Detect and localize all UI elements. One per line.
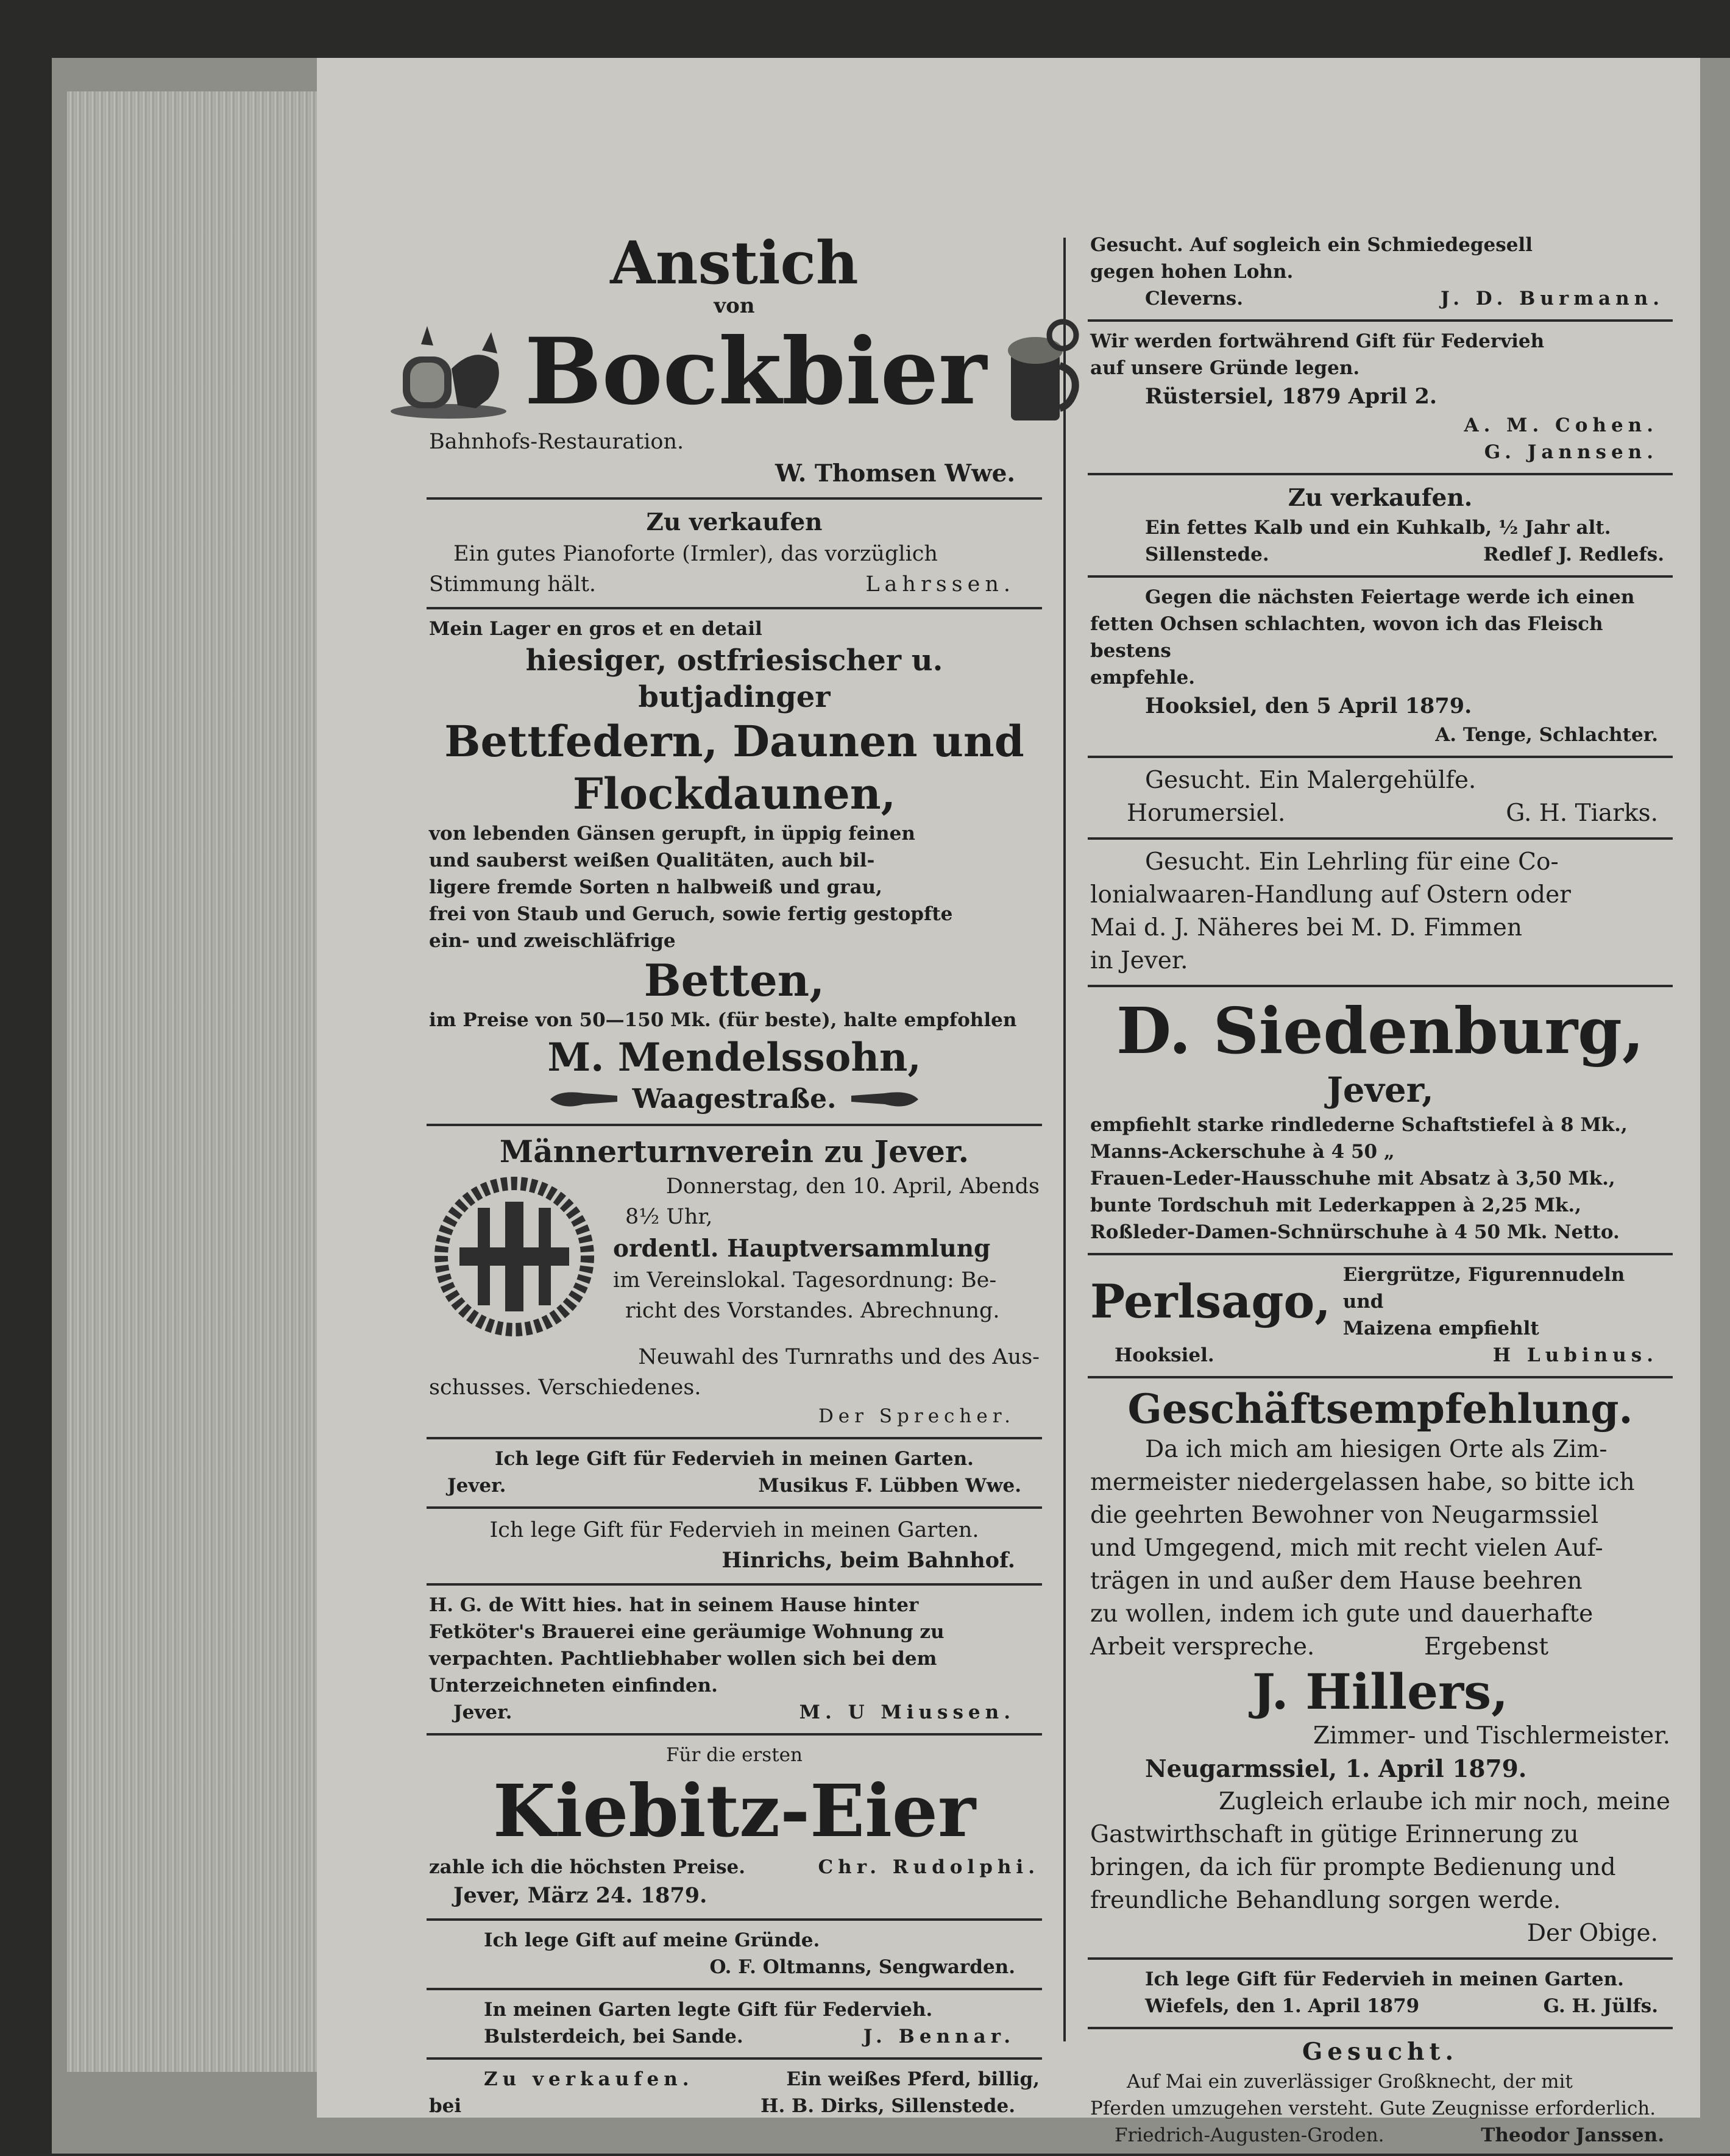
betten-text-4: frei von Staub und Geruch, sowie fertig gestopfte: [429, 903, 953, 925]
turnverein-text-2: 8½ Uhr,: [625, 1205, 713, 1229]
witt-name: M. U Miussen.: [799, 1701, 1015, 1723]
siedenburg-place: Jever,: [1327, 1070, 1434, 1110]
lehrling-text-3: Mai d. J. Näheres bei M. D. Fimmen: [1090, 914, 1522, 941]
ad-hillers: [1088, 1378, 1673, 1960]
ochsen-text-1: Gegen die nächsten Feiertage werde ich einen: [1145, 586, 1635, 608]
lehrling-text-2: lonialwaaren-Handlung auf Ostern oder: [1090, 881, 1571, 909]
pointing-hand-icon: [547, 1087, 620, 1112]
perlsago-text-1: Eiergrütze, Figurennudeln und: [1342, 1264, 1625, 1313]
pferd-text: Ein weißes Pferd, billig,: [786, 2068, 1040, 2090]
witt-text-4: Unterzeichneten einfinden.: [429, 1675, 718, 1697]
knecht-text-2: Pferden umzugehen versteht. Gute Zeugnisse erforderlich.: [1090, 2097, 1656, 2119]
betten-text-3: ligere fremde Sorten n halbweiß und grau,: [429, 876, 882, 898]
schmied-text-1: Gesucht. Auf sogleich ein Schmiedegesell: [1090, 234, 1533, 256]
gift5-date: Rüstersiel, 1879 April 2.: [1145, 384, 1438, 409]
betten-intro: Mein Lager en gros et en detail: [429, 618, 762, 640]
schmied-place: Cleverns.: [1145, 288, 1244, 310]
betten-sub: hiesiger, ostfriesischer u. butjadinger: [525, 644, 943, 714]
witt-text-2: Fetköter's Brauerei eine geräumige Wohnung zu: [429, 1621, 945, 1643]
bockbier-headline-2: von: [714, 294, 755, 318]
ad-gift-juelfs: [1088, 1960, 1673, 2029]
hillers-date: Neugarmssiel, 1. April 1879.: [1145, 1755, 1527, 1783]
ad-ochsen: [1088, 578, 1673, 758]
ad-kiebitz: [427, 1736, 1042, 1921]
lehrling-text-4: in Jever.: [1090, 947, 1188, 974]
siedenburg-text-4: bunte Tordschuh mit Lederkappen à 2,25 Mk.,: [1090, 1194, 1581, 1216]
gift4-name: J. Bennar.: [863, 2026, 1015, 2048]
ad-knecht: [1088, 2029, 1673, 2156]
perlsago-headline: Perlsago,: [1090, 1274, 1331, 1328]
kiebitz-text: zahle ich die höchsten Preise.: [429, 1856, 746, 1878]
siedenburg-text-3: Frauen-Leder-Hausschuhe mit Absatz à 3,50 Mk.,: [1090, 1168, 1615, 1190]
gift3-text: Ich lege Gift auf meine Gründe.: [484, 1929, 820, 1951]
ad-gift-cohen: [1088, 322, 1673, 475]
hillers-text-10: bringen, da ich für prompte Bedienung und: [1090, 1854, 1616, 1881]
bockbier-place: Bahnhofs-Restauration.: [429, 430, 684, 454]
ad-bockbier: [427, 225, 1042, 500]
hillers-text-7: Arbeit verspreche.: [1090, 1633, 1315, 1661]
kiebitz-name: Chr. Rudolphi.: [818, 1856, 1040, 1878]
hillers-text-3: die geehrten Bewohner von Neugarmssiel: [1090, 1502, 1599, 1529]
ad-maler: [1088, 758, 1673, 840]
goat-barrel-icon: [385, 320, 512, 424]
maler-text: Gesucht. Ein Malergehülfe.: [1145, 767, 1477, 794]
ad-lehrling: [1088, 840, 1673, 987]
perlsago-name: H Lubinus.: [1492, 1344, 1658, 1366]
kalb-headline: Zu verkaufen.: [1288, 484, 1473, 512]
hillers-text-4: und Umgegend, mich mit recht vielen Auf-: [1090, 1534, 1603, 1562]
kiebitz-pre: Für die ersten: [666, 1744, 803, 1766]
page-stack-edge: [67, 91, 323, 2072]
gift5-text-1: Wir werden fortwährend Gift für Federvieh: [1090, 330, 1545, 352]
knecht-place: Friedrich-Augusten-Groden.: [1115, 2124, 1384, 2146]
hillers-text-1: Da ich mich am hiesigen Orte als Zim-: [1145, 1436, 1608, 1463]
gift4-place: Bulsterdeich, bei Sande.: [484, 2026, 743, 2048]
ad-perlsago: [1088, 1255, 1673, 1378]
perlsago-place: Hooksiel.: [1115, 1344, 1214, 1366]
perlsago-text-2: Maizena empfiehlt: [1342, 1317, 1539, 1339]
ad-gift-bennar: [427, 1990, 1042, 2060]
right-column: [1088, 225, 1673, 2156]
ad-pferd: [427, 2060, 1042, 2127]
gift2-name: Hinrichs, beim Bahnhof.: [721, 1548, 1015, 1573]
kiebitz-date: Jever, März 24. 1879.: [453, 1883, 707, 1908]
ad-witt: [427, 1586, 1042, 1736]
gift6-text: Ich lege Gift für Federvieh in meinen Garten.: [1145, 1968, 1624, 1990]
siedenburg-name: D. Siedenburg,: [1116, 993, 1645, 1068]
hillers-ergebenst: Ergebenst: [1423, 1633, 1548, 1661]
turnverein-text-7: schusses. Verschiedenes.: [429, 1375, 701, 1400]
gift2-text: Ich lege Gift für Federvieh in meinen Garten.: [489, 1518, 979, 1542]
witt-text-3: verpachten. Pachtliebhaber wollen sich bei dem: [429, 1648, 937, 1670]
beer-mug-icon: [999, 317, 1084, 427]
pointing-hand-icon: [848, 1087, 921, 1112]
hillers-text-5: trägen in und außer dem Hause beehren: [1090, 1567, 1583, 1595]
pferd-head: Zu verkaufen.: [484, 2068, 694, 2090]
hillers-name: J. Hillers,: [1252, 1663, 1509, 1720]
betten-street: Waagestraße.: [632, 1083, 837, 1115]
hillers-trade: Zimmer- und Tischlermeister.: [1313, 1722, 1670, 1750]
witt-text-1: H. G. de Witt hies. hat in seinem Hause hinter: [429, 1594, 919, 1616]
gift1-place: Jever.: [447, 1475, 506, 1497]
kalb-place: Sillenstede.: [1145, 544, 1269, 566]
newspaper-sheet: [427, 225, 1676, 2146]
gift1-text: Ich lege Gift für Federvieh in meinen Garten.: [495, 1448, 974, 1470]
hillers-text-11: freundliche Behandlung sorgen werde.: [1090, 1887, 1561, 1914]
hillers-text-6: zu wollen, indem ich gute und dauerhafte: [1090, 1600, 1594, 1628]
piano-text-2: Stimmung hält.: [429, 572, 597, 597]
knecht-name: Theodor Janssen.: [1481, 2124, 1664, 2146]
ochsen-text-3: empfehle.: [1090, 667, 1196, 689]
betten-price: im Preise von 50—150 Mk. (für beste), halte empfohlen: [429, 1009, 1017, 1031]
ad-turnverein: [427, 1126, 1042, 1439]
ad-gift-oltmanns: [427, 1921, 1042, 1990]
ad-siedenburg: [1088, 987, 1673, 1255]
pferd-name: H. B. Dirks, Sillenstede.: [760, 2095, 1015, 2117]
ad-bettfedern: [427, 609, 1042, 1126]
hillers-text-9: Gastwirthschaft in gütige Erinnerung zu: [1090, 1821, 1579, 1848]
knecht-text-1: Auf Mai ein zuverlässiger Großknecht, der mit: [1127, 2071, 1573, 2093]
gift5-text-2: auf unsere Gründe legen.: [1090, 357, 1360, 379]
piano-seller: Lahrssen.: [865, 572, 1015, 597]
betten-headline-2: Flockdaunen,: [573, 768, 896, 819]
siedenburg-text-2: Manns-Ackerschuhe à 4 50 „: [1090, 1141, 1395, 1163]
betten-merchant: M. Mendelssohn,: [547, 1035, 921, 1080]
gift4-text: In meinen Garten legte Gift für Federvieh.: [484, 1999, 933, 2021]
pferd-bei: bei: [429, 2095, 462, 2117]
turnverein-text-5: richt des Vorstandes. Abrechnung.: [625, 1299, 1000, 1323]
lehrling-text-1: Gesucht. Ein Lehrling für eine Co-: [1145, 848, 1559, 876]
schmied-name: J. D. Burmann.: [1440, 288, 1664, 310]
turnverein-headline: Männerturnverein zu Jever.: [499, 1133, 970, 1169]
piano-text-1: Ein gutes Pianoforte (Irmler), das vorzüglich: [453, 542, 938, 566]
ad-gift-luebben: [427, 1439, 1042, 1509]
gift6-date: Wiefels, den 1. April 1879: [1145, 1995, 1420, 2017]
piano-headline: Zu verkaufen: [646, 508, 823, 536]
turnverein-text-4: im Vereinslokal. Tagesordnung: Be-: [613, 1268, 997, 1293]
kalb-text: Ein fettes Kalb und ein Kuhkalb, ½ Jahr alt.: [1145, 517, 1611, 539]
bockbier-headline-3: Bockbier: [524, 318, 987, 425]
gift5-name-2: G. Jannsen.: [1484, 441, 1658, 463]
ad-gift-hinrichs: [427, 1509, 1042, 1586]
betten-headline-1: Bettfedern, Daunen und: [444, 716, 1024, 767]
bockbier-owner: W. Thomsen Wwe.: [775, 459, 1015, 488]
bockbier-headline-1: Anstich: [610, 229, 859, 297]
betten-text-1: von lebenden Gänsen gerupft, in üppig feinen: [429, 823, 915, 845]
maler-place: Horumersiel.: [1127, 800, 1286, 827]
ad-schmied: [1088, 225, 1673, 322]
knecht-headline: Gesucht.: [1302, 2038, 1459, 2066]
witt-place: Jever.: [453, 1701, 512, 1723]
betten-text-2: und sauberst weißen Qualitäten, auch bil-: [429, 849, 875, 871]
turnverein-text-3: ordentl. Hauptversammlung: [613, 1235, 991, 1263]
hillers-text-2: mermeister niedergelassen habe, so bitte ich: [1090, 1469, 1635, 1496]
ad-pianoforte: [427, 500, 1042, 609]
ochsen-date: Hooksiel, den 5 April 1879.: [1145, 693, 1472, 718]
schmied-text-2: gegen hohen Lohn.: [1090, 261, 1294, 283]
gift5-name-1: A. M. Cohen.: [1464, 414, 1658, 436]
gift1-name: Musikus F. Lübben Wwe.: [758, 1475, 1021, 1497]
maler-name: G. H. Tiarks.: [1506, 800, 1658, 827]
gift6-name: G. H. Jülfs.: [1543, 1995, 1658, 2017]
betten-text-5: ein- und zweischläfrige: [429, 930, 676, 952]
turnverein-text-6: Neuwahl des Turnraths und des Aus-: [638, 1345, 1040, 1369]
ochsen-name: A. Tenge, Schlachter.: [1435, 724, 1658, 746]
turner-cross-emblem-icon: [429, 1171, 600, 1342]
hillers-headline: Geschäftsempfehlung.: [1127, 1385, 1633, 1433]
hillers-sign: Der Obige.: [1526, 1920, 1658, 1947]
turnverein-text-1: Donnerstag, den 10. April, Abends: [665, 1174, 1040, 1199]
kiebitz-headline: Kiebitz-Eier: [492, 1768, 976, 1853]
gift3-name: O. F. Oltmanns, Sengwarden.: [709, 1956, 1015, 1978]
column-divider: [1063, 238, 1066, 2041]
turnverein-sign: Der Sprecher.: [818, 1405, 1015, 1427]
siedenburg-text-5: Roßleder-Damen-Schnürschuhe à 4 50 Mk. Netto.: [1090, 1221, 1620, 1243]
betten-headline-3: Betten,: [643, 954, 825, 1006]
ochsen-text-2: fetten Ochsen schlachten, wovon ich das Fleisch bestens: [1090, 613, 1603, 662]
kalb-name: Redlef J. Redlefs.: [1483, 544, 1664, 566]
ad-kalb: [1088, 475, 1673, 578]
left-column: [427, 225, 1042, 2127]
hillers-text-8: Zugleich erlaube ich mir noch, meine: [1219, 1788, 1670, 1815]
siedenburg-text-1: empfiehlt starke rindlederne Schaftstiefel à 8 Mk.,: [1090, 1114, 1628, 1136]
